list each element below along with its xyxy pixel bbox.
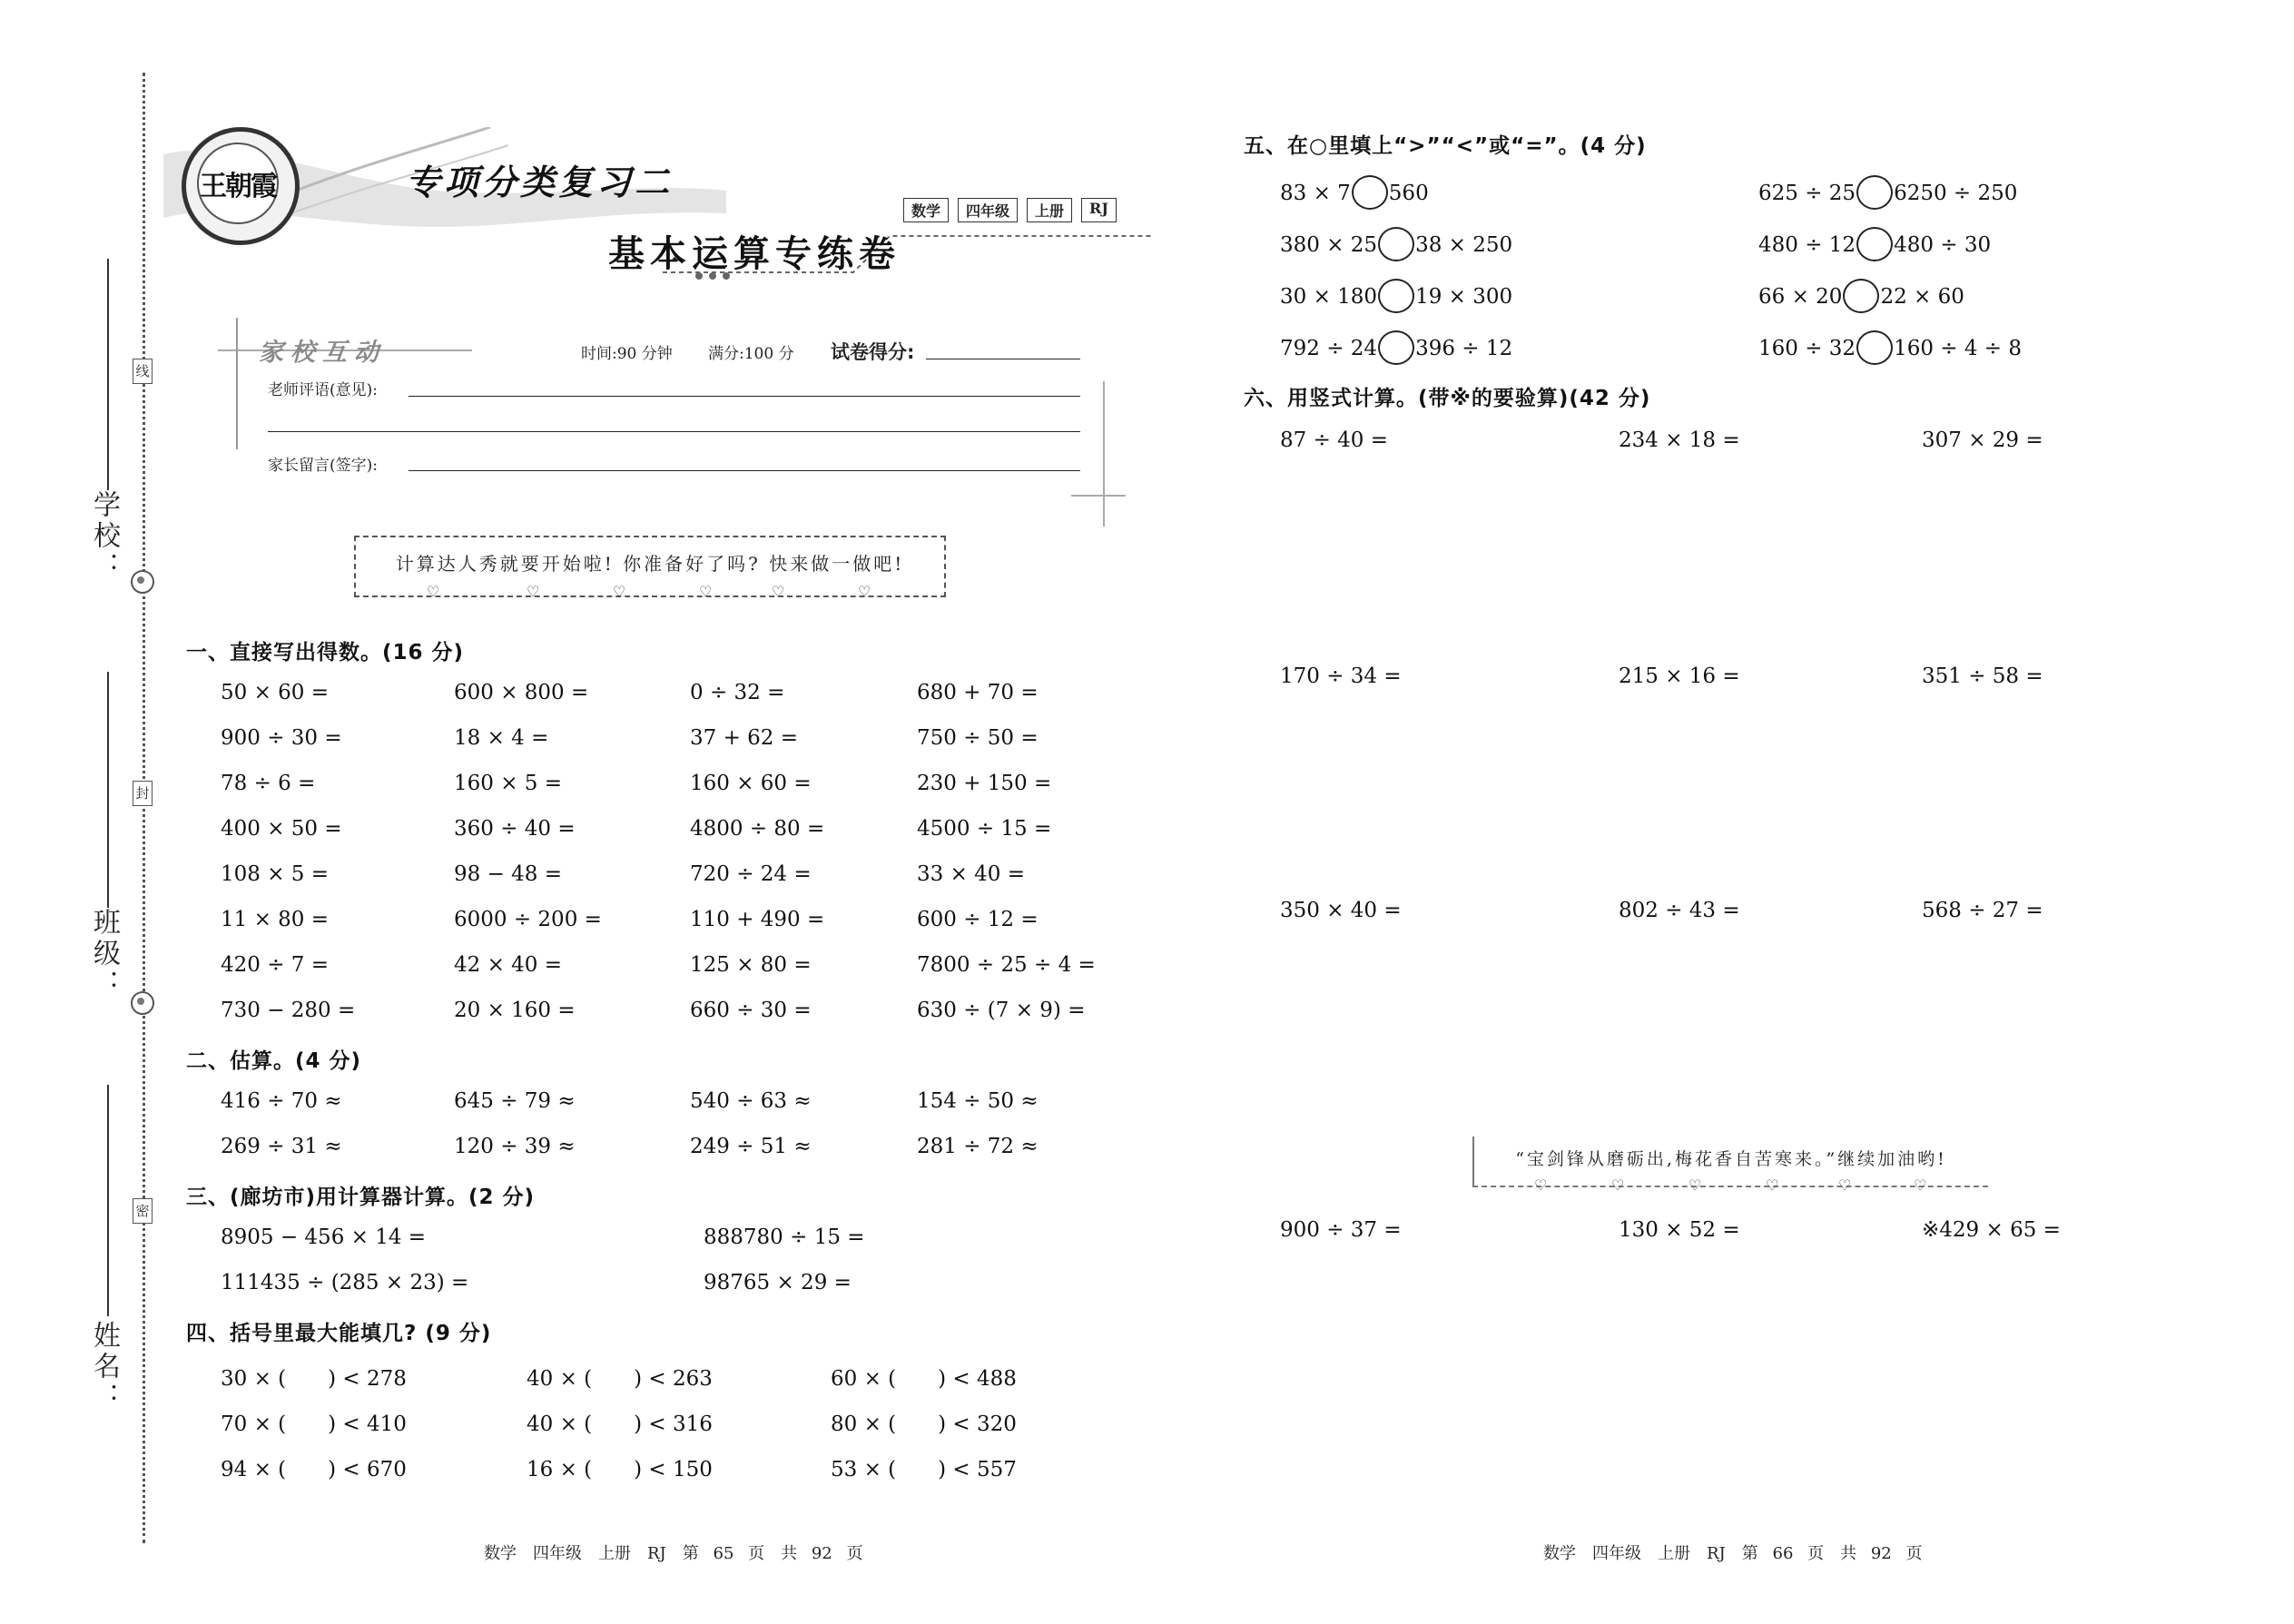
s1-item: 230 + 150 =	[917, 772, 1052, 795]
s6-item: 351 ÷ 58 =	[1922, 664, 2043, 688]
score-label: 试卷得分:	[831, 341, 915, 363]
school-label: 学校：	[88, 490, 120, 583]
jx-frame	[236, 318, 238, 449]
section-2-title: 二、估算。(4 分)	[186, 1049, 362, 1073]
class-label: 班级：	[88, 908, 120, 1000]
section-3-title: 三、(廊坊市)用计算器计算。(2 分)	[186, 1186, 536, 1209]
s1-item: 360 ÷ 40 =	[454, 817, 576, 841]
tag-subject: 数学	[903, 198, 949, 222]
publisher-logo	[182, 127, 300, 245]
heart-icon: ♡	[699, 583, 713, 600]
s1-item: 125 × 80 =	[690, 953, 812, 977]
s1-item: 6000 ÷ 200 =	[454, 908, 602, 931]
binding-mark-xian: 线	[133, 359, 153, 384]
s1-item: 600 ÷ 12 =	[917, 908, 1039, 931]
s4-item: 40 × ( ) < 316	[527, 1412, 713, 1436]
tag-edition: RJ	[1081, 198, 1117, 222]
s1-item: 37 + 62 =	[690, 726, 799, 750]
s4-item: 70 × ( ) < 410	[221, 1412, 407, 1436]
footer-page-65: 数学 四年级 上册 RJ 第 65 页 共 92 页	[484, 1544, 863, 1563]
s2-item: 416 ÷ 70 ≈	[221, 1089, 342, 1113]
s5-item: 83 × 7 560	[1280, 177, 1429, 212]
heart-icon: ♡	[1689, 1176, 1702, 1194]
s4-item: 30 × ( ) < 278	[221, 1367, 407, 1391]
s2-item: 120 ÷ 39 ≈	[454, 1135, 576, 1158]
class-write-line	[107, 672, 109, 908]
s1-item: 7800 ÷ 25 ÷ 4 =	[917, 953, 1096, 977]
s1-item: 420 ÷ 7 =	[221, 953, 330, 977]
binding-mark-feng: 封	[133, 781, 153, 806]
name-label: 姓名：	[88, 1321, 120, 1413]
s6-item: 350 × 40 =	[1280, 899, 1402, 922]
s5-item: 480 ÷ 12 480 ÷ 30	[1758, 229, 1991, 263]
tag-grade: 四年级	[958, 198, 1018, 222]
s1-item: 4800 ÷ 80 =	[690, 817, 825, 841]
s5-item: 30 × 180 19 × 300	[1280, 281, 1512, 315]
heart-icon: ♡	[1838, 1176, 1852, 1194]
s6-item: 87 ÷ 40 =	[1280, 428, 1389, 452]
parent-comment-line	[409, 470, 1080, 471]
binding-hole-icon	[131, 570, 154, 594]
compare-circle[interactable]	[1856, 330, 1893, 365]
main-title: 基本运算专练卷	[608, 232, 901, 275]
s1-item: 42 × 40 =	[454, 953, 563, 977]
s6-item: 802 ÷ 43 =	[1619, 899, 1740, 922]
compare-circle[interactable]	[1856, 175, 1893, 210]
s1-item: 600 × 800 =	[454, 681, 589, 704]
section-4-title: 四、括号里最大能填几? (9 分)	[186, 1322, 492, 1345]
compare-circle[interactable]	[1378, 227, 1414, 261]
s6-item: 130 × 52 =	[1619, 1218, 1740, 1242]
meta-tags	[903, 198, 1117, 222]
binding-hole-icon	[131, 991, 154, 1015]
s1-item: 50 × 60 =	[221, 681, 330, 704]
name-write-line	[107, 1085, 109, 1316]
heart-icon: ♡	[772, 583, 785, 600]
tag-volume: 上册	[1027, 198, 1072, 222]
s5-item: 625 ÷ 25 6250 ÷ 250	[1758, 177, 2017, 212]
s1-item: 720 ÷ 24 =	[690, 862, 812, 886]
compare-circle[interactable]	[1378, 330, 1414, 365]
encouragement-banner-right: “宝剑锋从磨砺出,梅花香自苦寒来。”继续加油哟!	[1472, 1137, 1988, 1187]
compare-circle[interactable]	[1378, 279, 1414, 313]
heart-icon: ♡	[1766, 1176, 1779, 1194]
s1-item: 98 − 48 =	[454, 862, 563, 886]
s2-item: 540 ÷ 63 ≈	[690, 1089, 812, 1113]
s1-item: 20 × 160 =	[454, 999, 576, 1022]
s1-item: 11 × 80 =	[221, 908, 330, 931]
logo-text: 王朝霞	[197, 143, 279, 224]
s4-item: 16 × ( ) < 150	[527, 1458, 713, 1481]
heart-icon: ♡	[1914, 1176, 1927, 1194]
series-title: 专项分类复习二	[406, 162, 674, 202]
footer-page-66: 数学 四年级 上册 RJ 第 66 页 共 92 页	[1543, 1544, 1923, 1563]
s2-item: 154 ÷ 50 ≈	[917, 1089, 1039, 1113]
heart-icon: ♡	[1611, 1176, 1625, 1194]
s3-item: 888780 ÷ 15 =	[704, 1225, 865, 1249]
s6-item: 215 × 16 =	[1619, 664, 1740, 688]
s2-item: 645 ÷ 79 ≈	[454, 1089, 576, 1113]
s1-item: 4500 ÷ 15 =	[917, 817, 1052, 841]
s3-item: 8905 − 456 × 14 =	[221, 1225, 427, 1249]
binding-mark-mi: 密	[133, 1198, 153, 1224]
s1-item: 0 ÷ 32 =	[690, 681, 785, 704]
s1-item: 730 − 280 =	[221, 999, 356, 1022]
school-write-line	[107, 259, 109, 490]
s6-item: 234 × 18 =	[1619, 428, 1740, 452]
s5-item: 380 × 25 38 × 250	[1280, 229, 1512, 263]
s1-item: 18 × 4 =	[454, 726, 549, 750]
s5-item: 66 × 20 22 × 60	[1758, 281, 1964, 315]
teacher-comment-label: 老师评语(意见):	[268, 381, 378, 399]
heart-icon: ♡	[858, 583, 871, 600]
s1-item: 660 ÷ 30 =	[690, 999, 812, 1022]
s5-item: 160 ÷ 32 160 ÷ 4 ÷ 8	[1758, 332, 2022, 367]
s1-item: 160 × 60 =	[690, 772, 812, 795]
s2-item: 281 ÷ 72 ≈	[917, 1135, 1039, 1158]
s1-item: 160 × 5 =	[454, 772, 563, 795]
s6-item: 170 ÷ 34 =	[1280, 664, 1402, 688]
teacher-comment-line-2	[268, 431, 1080, 432]
s4-item: 40 × ( ) < 263	[527, 1367, 713, 1391]
s4-item: 53 × ( ) < 557	[831, 1458, 1017, 1481]
s4-item: 80 × ( ) < 320	[831, 1412, 1017, 1436]
full-marks-text: 满分:100 分	[708, 345, 794, 363]
s1-item: 33 × 40 =	[917, 862, 1026, 886]
jx-frame-right-tick	[1071, 495, 1126, 497]
s1-item: 108 × 5 =	[221, 862, 330, 886]
compare-circle[interactable]	[1352, 175, 1388, 210]
section-6-title: 六、用竖式计算。(带※的要验算)(42 分)	[1244, 387, 1651, 410]
home-school-label: 家校互动	[259, 339, 386, 367]
section-1-title: 一、直接写出得数。(16 分)	[186, 641, 465, 664]
compare-circle[interactable]	[1856, 227, 1893, 261]
s6-item: 900 ÷ 37 =	[1280, 1218, 1402, 1242]
s6-item: ※429 × 65 =	[1922, 1218, 2061, 1242]
section-5-title: 五、在○里填上“>”“<”或“=”。(4 分)	[1244, 134, 1647, 158]
s3-item: 111435 ÷ (285 × 23) =	[221, 1271, 469, 1294]
s1-item: 110 + 490 =	[690, 908, 825, 931]
parent-comment-label: 家长留言(签字):	[268, 457, 378, 475]
heart-icon: ♡	[527, 583, 540, 600]
binding-dotted-line	[143, 73, 145, 1543]
time-text: 时间:90 分钟	[581, 345, 673, 363]
heart-icon: ♡	[613, 583, 626, 600]
heart-icon: ♡	[1534, 1176, 1548, 1194]
s6-item: 307 × 29 =	[1922, 428, 2043, 452]
s4-item: 60 × ( ) < 488	[831, 1367, 1017, 1391]
s1-item: 750 ÷ 50 =	[917, 726, 1039, 750]
s1-item: 900 ÷ 30 =	[221, 726, 342, 750]
s1-item: 630 ÷ (7 × 9) =	[917, 999, 1086, 1022]
jx-frame-right	[1103, 381, 1105, 527]
s1-item: 680 + 70 =	[917, 681, 1039, 704]
encouragement-banner-left: 计算达人秀就要开始啦! 你准备好了吗? 快来做一做吧!	[354, 536, 946, 597]
s1-item: 78 ÷ 6 =	[221, 772, 316, 795]
s6-item: 568 ÷ 27 =	[1922, 899, 2043, 922]
heart-icon: ♡	[427, 583, 440, 600]
s2-item: 269 ÷ 31 ≈	[221, 1135, 342, 1158]
s1-item: 400 × 50 =	[221, 817, 342, 841]
s4-item: 94 × ( ) < 670	[221, 1458, 407, 1481]
s5-item: 792 ÷ 24 396 ÷ 12	[1280, 332, 1512, 367]
compare-circle[interactable]	[1843, 279, 1879, 313]
teacher-comment-line-1	[409, 396, 1080, 397]
s2-item: 249 ÷ 51 ≈	[690, 1135, 812, 1158]
s3-item: 98765 × 29 =	[704, 1271, 852, 1294]
